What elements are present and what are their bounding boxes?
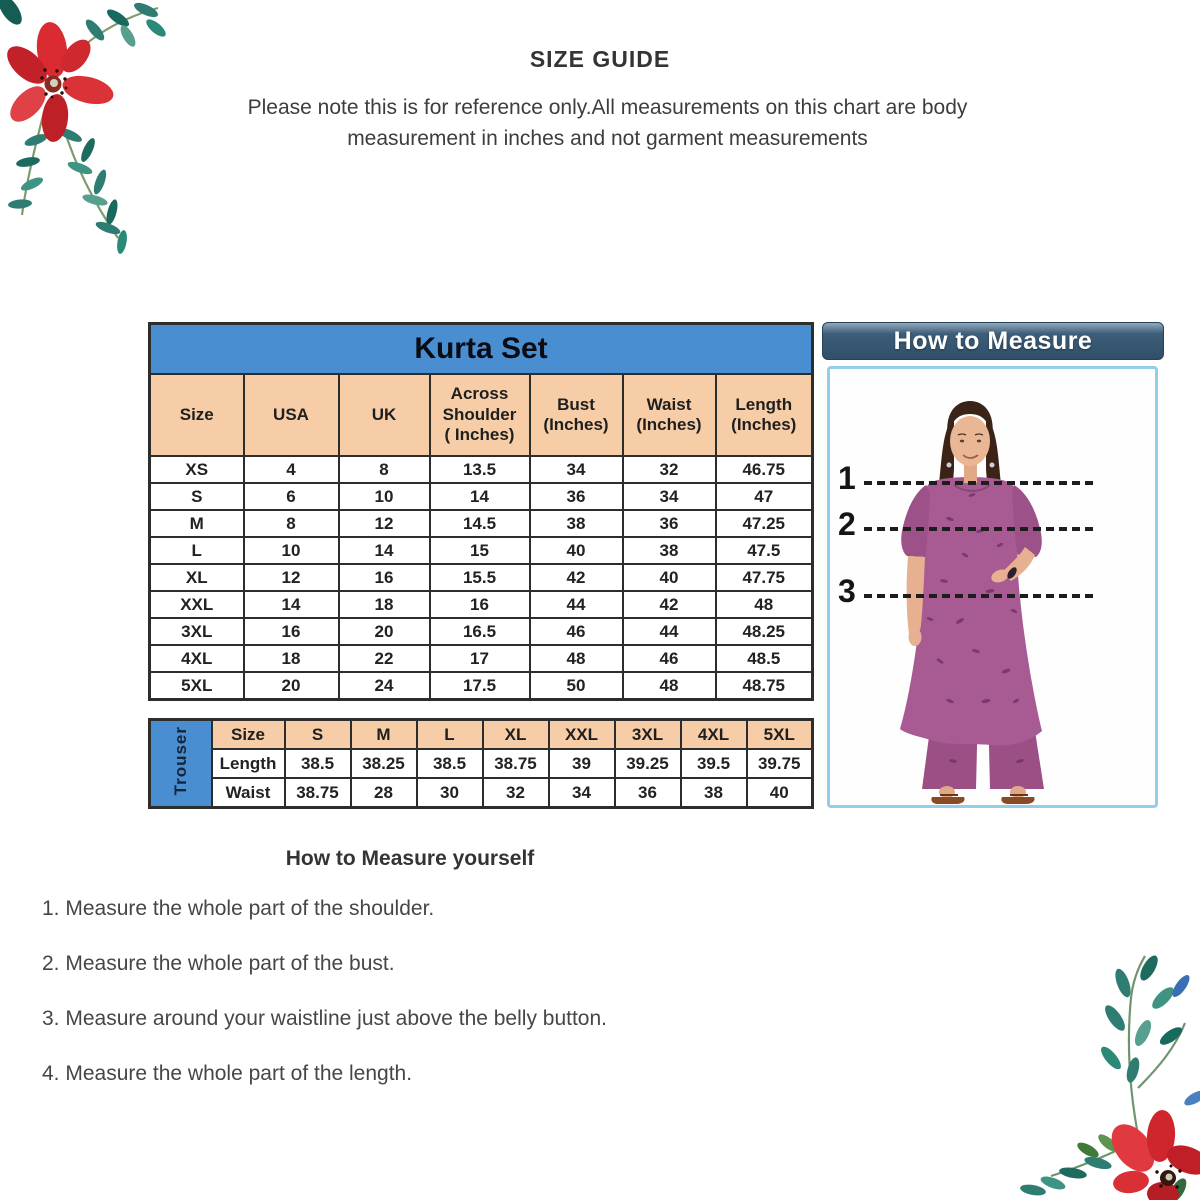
kurta-value-cell: 15 [430,537,530,564]
kurta-value-cell: 48 [623,672,716,700]
instruction-item: 2. Measure the whole part of the bust. [42,952,395,975]
kurta-value-cell: 40 [623,564,716,591]
kurta-value-cell: 36 [530,483,623,510]
kurta-table-row [150,672,813,700]
trouser-value-cell: 38.25 [351,749,417,778]
trouser-value-cell: 38.5 [417,749,483,778]
measure-line-bust [838,506,1098,542]
kurta-value-cell: 48.5 [716,645,813,672]
kurta-value-cell: 38 [530,510,623,537]
kurta-size-cell: 4XL [150,645,244,672]
kurta-value-cell: 14 [430,483,530,510]
trouser-size-cell: XL [483,720,549,750]
kurta-value-cell: 17.5 [430,672,530,700]
trouser-value-cell: 40 [747,778,813,808]
note-line-1: Please note this is for reference only.All measurements on this chart are body [247,96,968,119]
kurta-value-cell: 17 [430,645,530,672]
floral-decoration-bottom-right [1003,938,1200,1200]
trouser-size-cell: M [351,720,417,750]
kurta-value-cell: 22 [339,645,430,672]
kurta-value-cell: 18 [244,645,339,672]
kurta-size-cell: 3XL [150,618,244,645]
trouser-value-cell: 38.5 [285,749,351,778]
kurta-value-cell: 48.75 [716,672,813,700]
kurta-value-cell: 20 [339,618,430,645]
kurta-column-header: Bust (Inches) [530,374,623,456]
kurta-table-row [150,645,813,672]
kurta-value-cell: 10 [244,537,339,564]
trouser-measure-label: Length [212,749,285,778]
how-to-measure-title: How to Measure [893,326,1093,355]
instruction-item: 4. Measure the whole part of the length. [42,1062,413,1085]
kurta-value-cell: 34 [530,456,623,483]
kurta-value-cell: 46.75 [716,456,813,483]
kurta-value-cell: 24 [339,672,430,700]
trouser-size-cell: 4XL [681,720,747,750]
trouser-value-cell: 38.75 [285,778,351,808]
reference-note [0,92,1200,154]
how-to-measure-banner [822,322,1164,360]
kurta-size-cell: L [150,537,244,564]
kurta-size-cell: XL [150,564,244,591]
kurta-size-cell: S [150,483,244,510]
trouser-value-cell: 34 [549,778,615,808]
trouser-value-cell: 38.75 [483,749,549,778]
marker-3: 3 [838,573,856,609]
trouser-size-cell: 5XL [747,720,813,750]
kurta-value-cell: 47.25 [716,510,813,537]
kurta-value-cell: 14 [339,537,430,564]
trouser-table [148,718,814,809]
kurta-value-cell: 38 [623,537,716,564]
kurta-table-row [150,591,813,618]
model-figure-box [827,366,1158,808]
instructions-title: How to Measure yourself [285,847,535,870]
instruction-item: 1. Measure the whole part of the shoulder. [42,897,435,920]
trouser-label-cell [150,720,212,808]
kurta-value-cell: 8 [339,456,430,483]
trouser-size-header: Size [212,720,285,750]
trouser-value-cell: 39.25 [615,749,681,778]
trouser-size-cell: XXL [549,720,615,750]
kurta-value-cell: 4 [244,456,339,483]
kurta-value-cell: 47.5 [716,537,813,564]
trouser-measure-row [150,749,813,778]
marker-1: 1 [838,460,856,496]
measure-line-shoulder [838,460,1098,496]
kurta-table-row [150,456,813,483]
kurta-size-cell: M [150,510,244,537]
page-title: SIZE GUIDE [529,46,671,72]
kurta-value-cell: 50 [530,672,623,700]
kurta-value-cell: 14 [244,591,339,618]
kurta-value-cell: 32 [623,456,716,483]
trouser-vertical-label: Trouser [171,726,191,796]
trouser-size-cell: 3XL [615,720,681,750]
kurta-column-header: Across Shoulder ( Inches) [430,374,530,456]
kurta-value-cell: 34 [623,483,716,510]
kurta-value-cell: 16 [430,591,530,618]
model-illustration [830,369,1155,805]
kurta-size-cell: XS [150,456,244,483]
trouser-value-cell: 28 [351,778,417,808]
kurta-value-cell: 16 [244,618,339,645]
kurta-value-cell: 14.5 [430,510,530,537]
kurta-value-cell: 48.25 [716,618,813,645]
trouser-value-cell: 38 [681,778,747,808]
kurta-table-row [150,483,813,510]
kurta-value-cell: 47.75 [716,564,813,591]
kurta-value-cell: 47 [716,483,813,510]
kurta-value-cell: 12 [339,510,430,537]
trouser-value-cell: 39.5 [681,749,747,778]
instruction-item: 3. Measure around your waistline just above the belly button. [42,1007,608,1030]
kurta-column-header: UK [339,374,430,456]
kurta-value-cell: 42 [530,564,623,591]
trouser-size-cell: L [417,720,483,750]
kurta-value-cell: 44 [530,591,623,618]
kurta-value-cell: 8 [244,510,339,537]
trouser-measure-label: Waist [212,778,285,808]
kurta-value-cell: 42 [623,591,716,618]
kurta-value-cell: 16.5 [430,618,530,645]
kurta-value-cell: 36 [623,510,716,537]
kurta-column-header: Size [150,374,244,456]
kurta-table-row [150,564,813,591]
kurta-value-cell: 40 [530,537,623,564]
kurta-table-row [150,618,813,645]
dashed-line-2 [864,527,1098,531]
trouser-value-cell: 39 [549,749,615,778]
kurta-size-cell: 5XL [150,672,244,700]
dashed-line-1 [864,481,1098,485]
kurta-column-header: Waist (Inches) [623,374,716,456]
kurta-value-cell: 18 [339,591,430,618]
kurta-value-cell: 44 [623,618,716,645]
note-line-2: measurement in inches and not garment measurements [347,127,868,150]
kurta-value-cell: 16 [339,564,430,591]
kurta-value-cell: 46 [623,645,716,672]
marker-2: 2 [838,506,856,542]
instructions-list [42,896,802,1116]
kurta-value-cell: 15.5 [430,564,530,591]
kurta-value-cell: 46 [530,618,623,645]
trouser-value-cell: 36 [615,778,681,808]
kurta-value-cell: 48 [716,591,813,618]
dashed-line-3 [864,594,1098,598]
kurta-size-cell: XXL [150,591,244,618]
kurta-value-cell: 20 [244,672,339,700]
trouser-size-row [150,720,813,750]
kurta-table-row [150,537,813,564]
kurta-set-table [148,322,814,701]
trouser-value-cell: 30 [417,778,483,808]
trouser-value-cell: 32 [483,778,549,808]
measure-line-waist [838,573,1098,609]
kurta-value-cell: 48 [530,645,623,672]
trouser-measure-row [150,778,813,808]
kurta-table-row [150,510,813,537]
kurta-value-cell: 6 [244,483,339,510]
trouser-value-cell: 39.75 [747,749,813,778]
kurta-column-header: Length (Inches) [716,374,813,456]
kurta-value-cell: 12 [244,564,339,591]
kurta-column-header: USA [244,374,339,456]
kurta-value-cell: 10 [339,483,430,510]
kurta-table-title: Kurta Set [150,324,813,375]
kurta-value-cell: 13.5 [430,456,530,483]
trouser-size-cell: S [285,720,351,750]
